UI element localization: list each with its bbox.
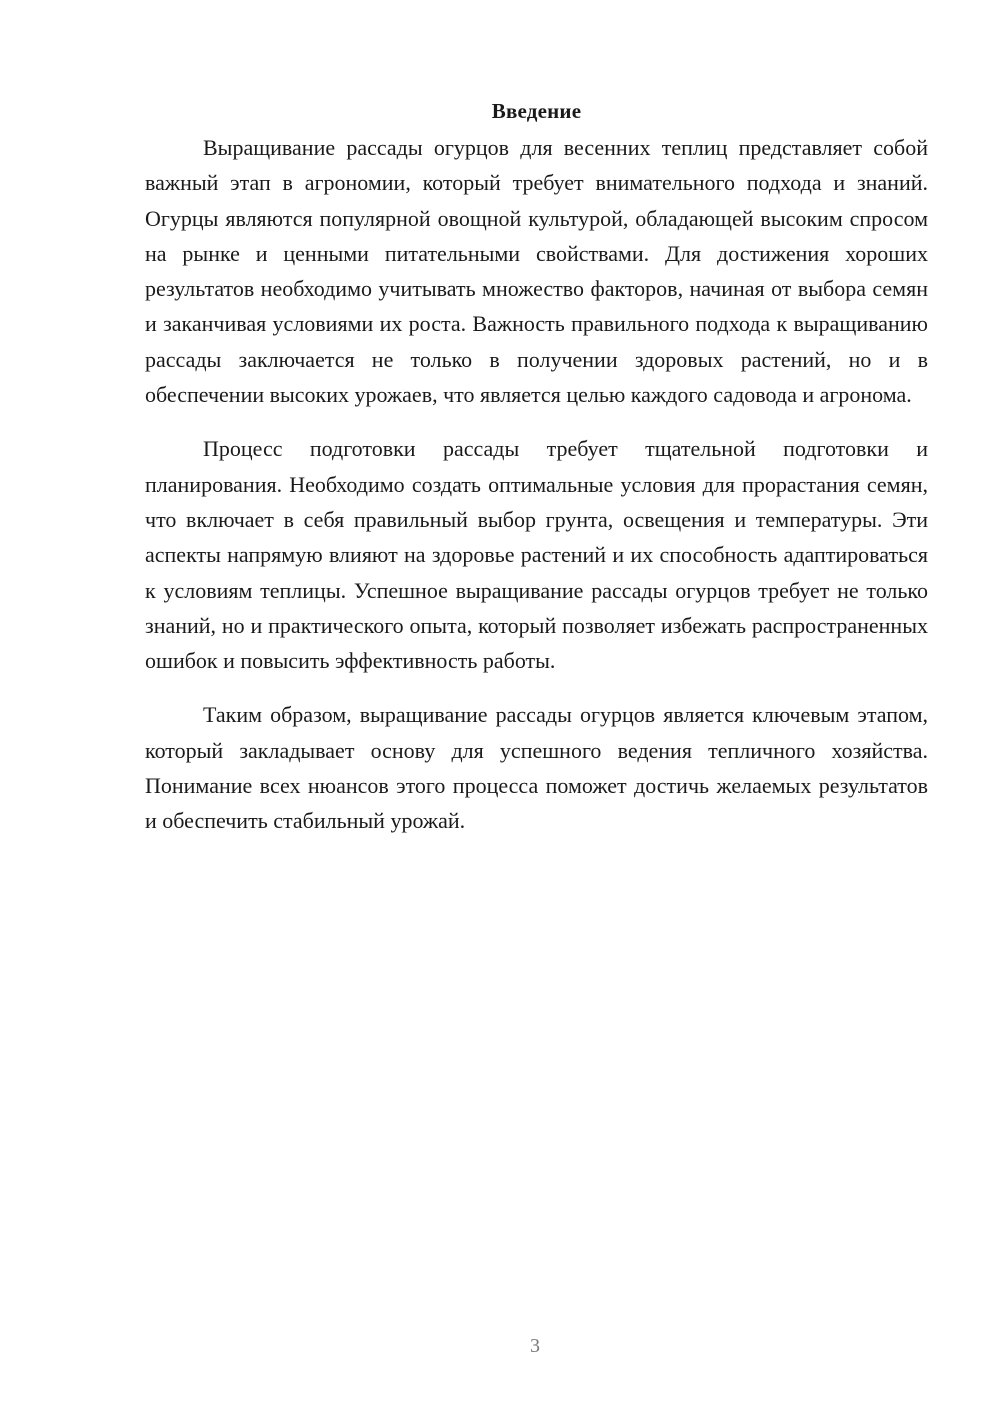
page-content — [145, 96, 928, 858]
page-number: 3 — [530, 1335, 540, 1357]
section-heading: Введение — [491, 99, 582, 123]
paragraph-3: Таким образом, выращивание рассады огурцов является ключевым этапом, который закладывает основу для успешного ведения тепличного хозяйства. Понимание всех нюансов этого процесса поможет достичь желаемых результатов и обеспечить стабильный урожай. — [145, 702, 928, 834]
paragraph-1: Выращивание рассады огурцов для весенних теплиц представляет собой важный этап в агрономии, который требует внимательного подхода и знаний. Огурцы являются популярной овощной культурой, обладающей высоким спросом на рынке и ценными питательными свойствами. Для достижения хороших результатов необходимо учитывать множество факторов, начиная от выбора семян и заканчивая условиями их роста. Важность правильного подхода к выращиванию рассады заключается не только в получении здоровых растений, но и в обеспечении высоких урожаев, что является целью каждого садовода и агронома. — [145, 135, 928, 408]
paragraph-2: Процесс подготовки рассады требует тщательной подготовки и планирования. Необходимо создать оптимальные условия для прорастания семян, что включает в себя правильный выбор грунта, освещения и температуры. Эти аспекты напрямую влияют на здоровье растений и их способность адаптироваться к условиям теплицы. Успешное выращивание рассады огурцов требует не только знаний, но и практического опыта, который позволяет избежать распространенных ошибок и повысить эффективность работы. — [145, 436, 928, 674]
